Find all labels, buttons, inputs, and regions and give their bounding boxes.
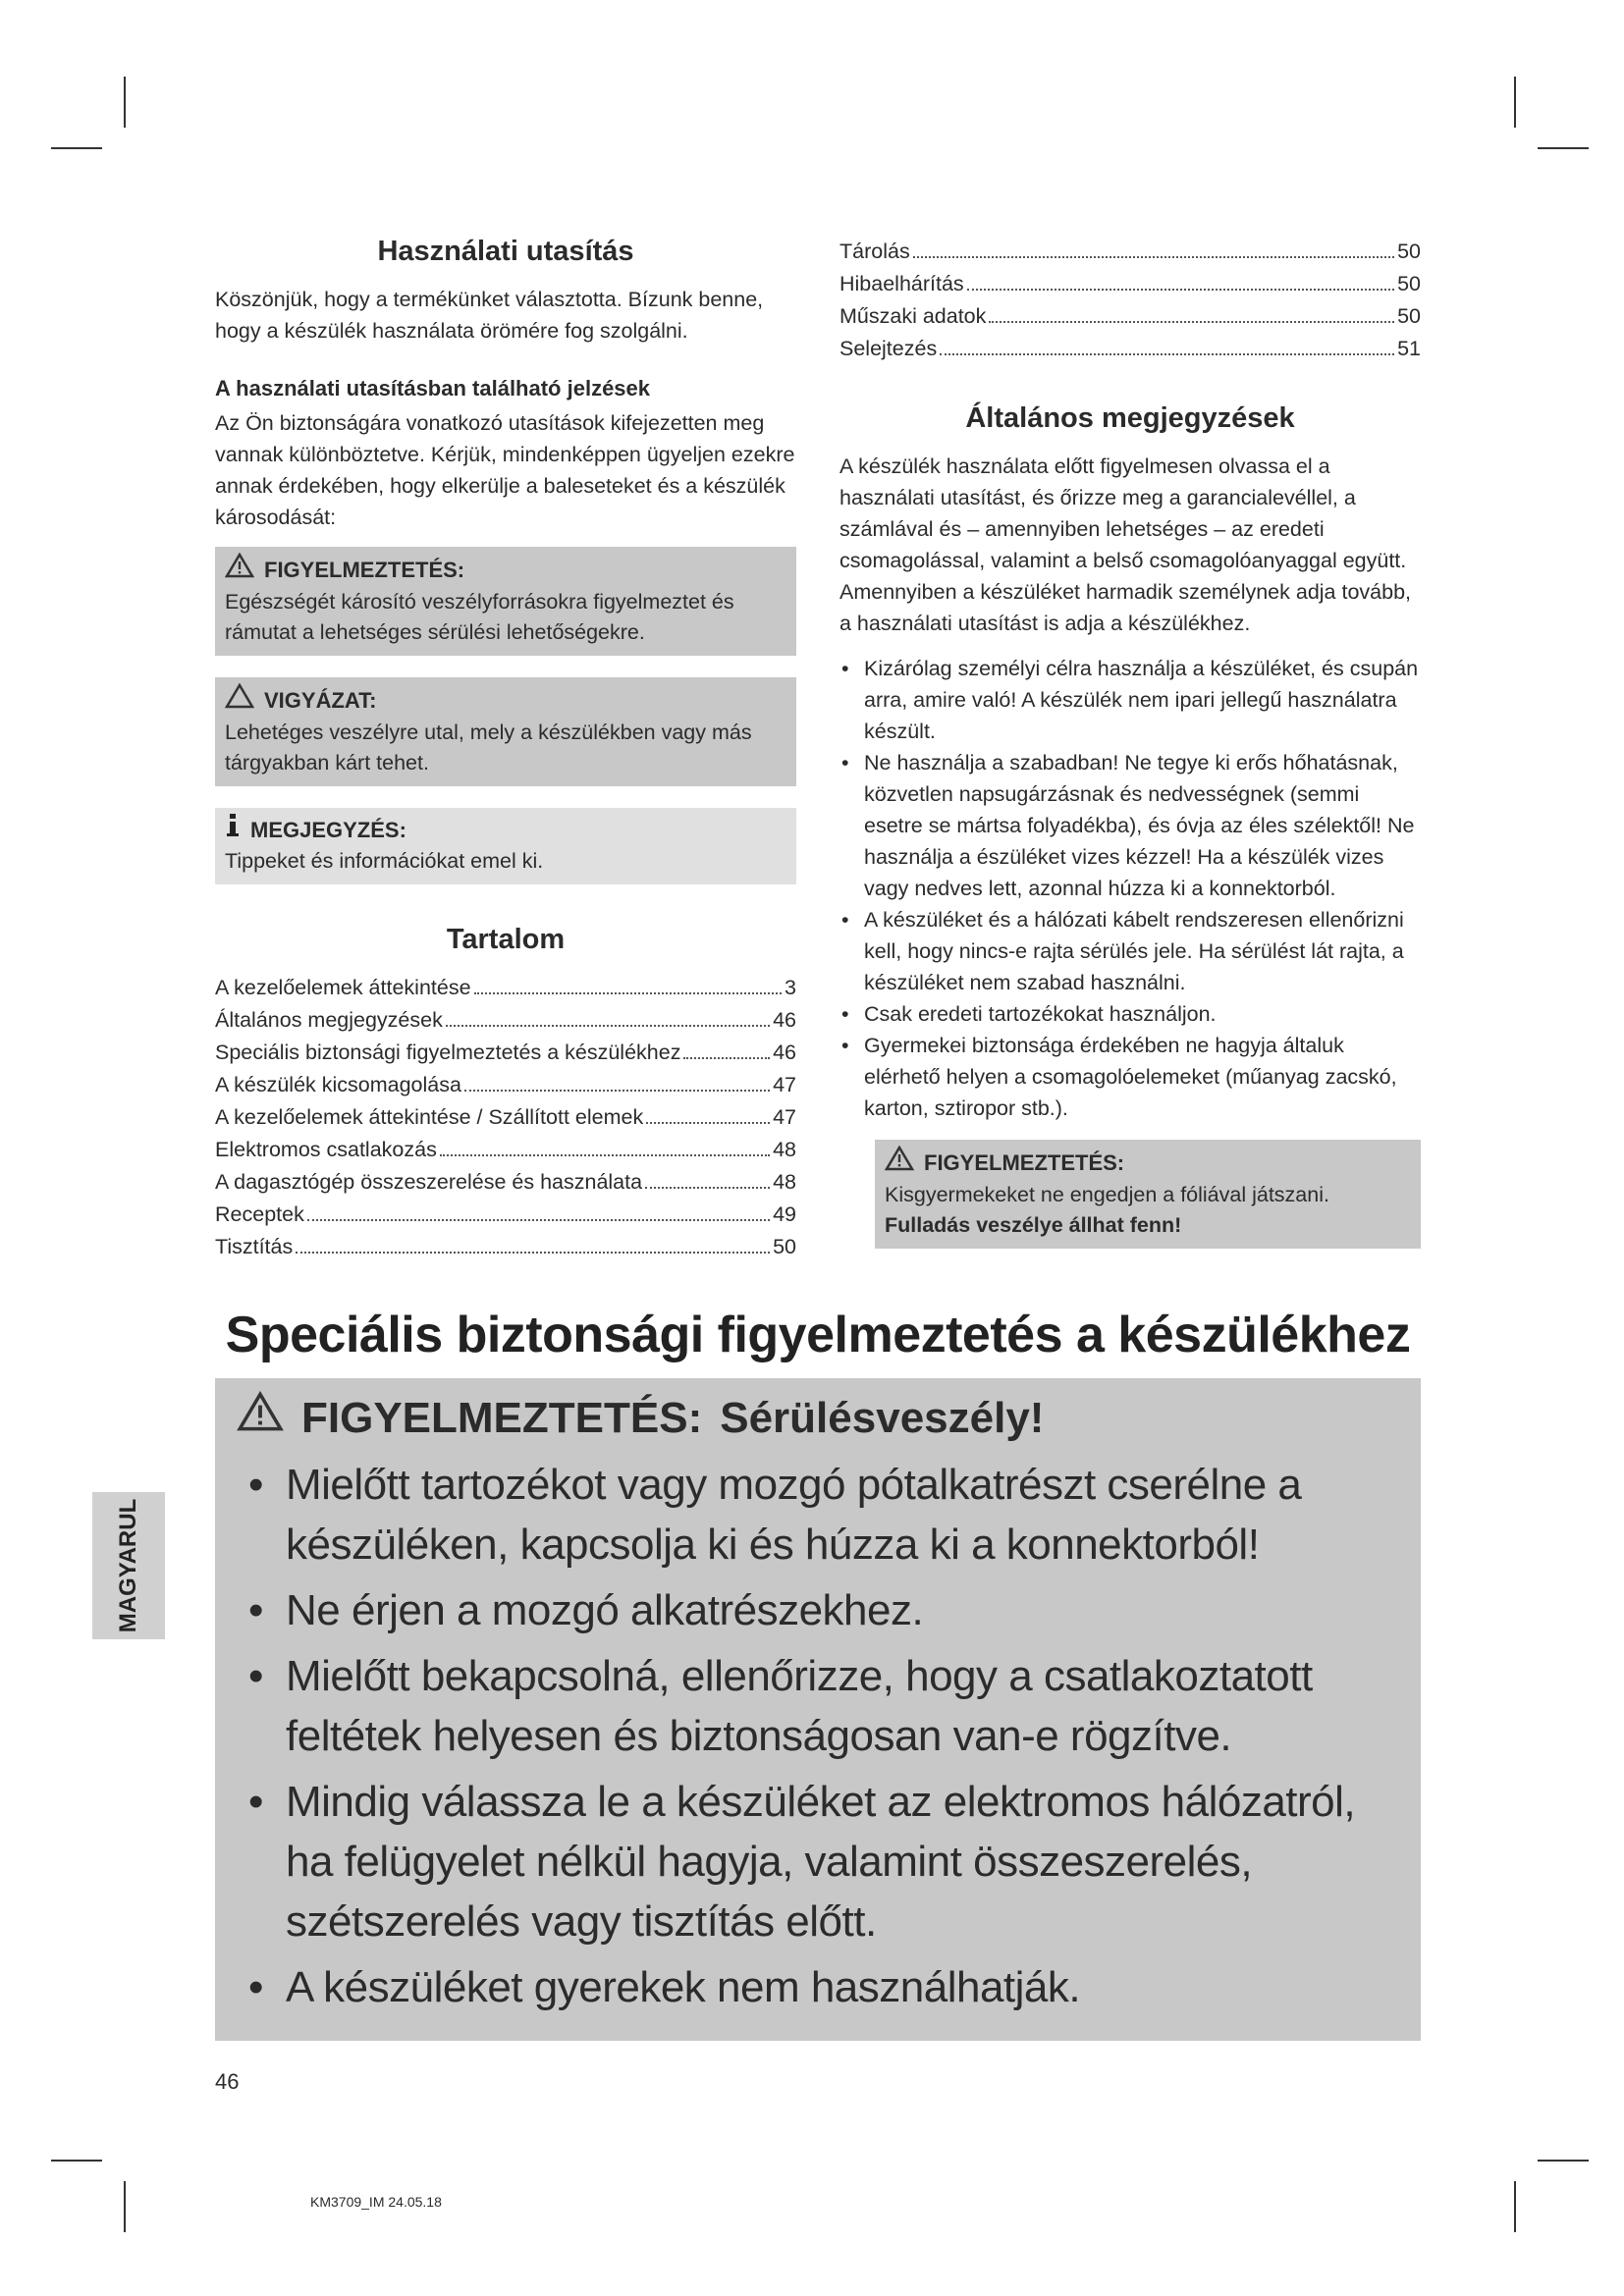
note-label: MEGJEGYZÉS: bbox=[250, 817, 406, 842]
crop-mark bbox=[124, 2181, 126, 2232]
toc-item[interactable]: A kezelőelemek áttekintése 3 bbox=[215, 976, 796, 999]
right-column bbox=[839, 236, 1421, 1249]
list-item: • A készüléket gyerekek nem használhatják. bbox=[237, 1957, 1399, 2017]
list-item: • Mielőtt tartozékot vagy mozgó pótalkatrészt cserélne a készüléken, kapcsolja ki és húzza ki a konnektorból! bbox=[237, 1455, 1399, 1575]
crop-mark bbox=[1514, 77, 1516, 128]
list-item: • Csak eredeti tartozékokat használjon. bbox=[839, 998, 1421, 1030]
crop-mark bbox=[1538, 2160, 1589, 2162]
special-title: Speciális biztonsági figyelmeztetés a készülékhez bbox=[225, 1307, 1411, 1363]
list-item: • Kizárólag személyi célra használja a készüléket, és csupán arra, amire való! A készülék nem ipari jellegű használatra készült. bbox=[839, 653, 1421, 747]
warning-triangle-icon bbox=[237, 1388, 284, 1449]
film-warning-bold: Fulladás veszélye állhat fenn! bbox=[885, 1213, 1182, 1237]
info-icon bbox=[225, 814, 241, 846]
film-warning-label: FIGYELMEZTETÉS: bbox=[924, 1149, 1125, 1175]
toc-item[interactable]: Receptek 49 bbox=[215, 1202, 796, 1226]
crop-mark bbox=[51, 2160, 102, 2162]
footer-code: KM3709_IM 24.05.18 bbox=[310, 2194, 442, 2210]
crop-mark bbox=[1538, 147, 1589, 149]
warning-text: Egészségét károsító veszélyforrásokra figyelmeztet és rámutat a lehetséges sérülési lehetőségekre. bbox=[225, 590, 734, 644]
toc-list-continued bbox=[839, 236, 1421, 365]
toc-item[interactable]: Speciális biztonsági figyelmeztetés a készülékhez 46 bbox=[215, 1041, 796, 1064]
warning-header bbox=[225, 553, 786, 587]
caution-header bbox=[225, 683, 786, 718]
caution-text: Lehetéges veszélyre utal, mely a készülékben vagy más tárgyakban kárt tehet. bbox=[225, 721, 752, 774]
special-warning-box bbox=[215, 1378, 1421, 2041]
special-warning-label: FIGYELMEZTETÉS: bbox=[301, 1394, 703, 1442]
general-title: Általános megjegyzések bbox=[965, 402, 1295, 434]
crop-mark bbox=[1514, 2181, 1516, 2232]
toc-item[interactable]: Hibaelhárítás 50 bbox=[839, 272, 1421, 295]
left-column bbox=[215, 226, 796, 1263]
note-box bbox=[215, 808, 796, 884]
note-header bbox=[225, 814, 786, 846]
toc-item[interactable]: A kezelőelemek áttekintése / Szállított elemek 47 bbox=[215, 1105, 796, 1129]
list-item: • A készüléket és a hálózati kábelt rendszeresen ellenőrizni kell, hogy nincs-e rajta sérülés jele. Ha sérülést lát rajta, a készüléket nem szabad használni. bbox=[839, 904, 1421, 998]
warning-label: FIGYELMEZTETÉS: bbox=[264, 557, 465, 582]
symbols-heading: A használati utasításban található jelzések bbox=[215, 376, 651, 400]
warning-box bbox=[215, 547, 796, 656]
intro-text: Köszönjük, hogy a termékünket választotta. Bízunk benne, hogy a készülék használata örömére fog szolgálni. bbox=[215, 288, 764, 343]
language-side-tab bbox=[92, 1492, 165, 1639]
symbols-text: Az Ön biztonságára vonatkozó utasítások kifejezetten meg vannak különböztetve. Kérjük, mindenképpen ügyeljen ezekre annak érdekében, hogy elkerülje a baleseteket és a készülék károsodását: bbox=[215, 411, 795, 529]
caution-box bbox=[215, 677, 796, 786]
crop-mark bbox=[51, 147, 102, 149]
crop-mark bbox=[124, 77, 126, 128]
toc-item[interactable]: A készülék kicsomagolása 47 bbox=[215, 1073, 796, 1096]
toc-item[interactable]: A dagasztógép összeszerelése és használata 48 bbox=[215, 1170, 796, 1194]
page-number: 46 bbox=[215, 2069, 240, 2094]
toc-item[interactable]: Selejtezés 51 bbox=[839, 337, 1421, 360]
warning-triangle-icon bbox=[885, 1146, 914, 1180]
list-item: • Gyermekei biztonsága érdekében ne hagyja általuk elérhető helyen a csomagolóelemeket (műanyag zacskó, karton, sztiropor stb.). bbox=[839, 1030, 1421, 1124]
list-item: • Mielőtt bekapcsolná, ellenőrizze, hogy a csatlakoztatott feltétek helyesen és biztonságosan van-e rögzítve. bbox=[237, 1646, 1399, 1766]
film-warning-header bbox=[885, 1146, 1411, 1180]
list-item: • Mindig válassza le a készüléket az elektromos hálózatról, ha felügyelet nélkül hagyja, valamint összeszerelés, szétszerelés vagy tisztítás előtt. bbox=[237, 1772, 1399, 1951]
toc-item[interactable]: Tisztítás 50 bbox=[215, 1235, 796, 1258]
special-warning-subtitle: Sérülésveszély! bbox=[720, 1394, 1045, 1442]
toc-item[interactable]: Műszaki adatok 50 bbox=[839, 304, 1421, 328]
film-warning-box bbox=[875, 1140, 1421, 1249]
toc-list bbox=[215, 972, 796, 1263]
toc-item[interactable]: Általános megjegyzések 46 bbox=[215, 1008, 796, 1032]
caution-triangle-icon bbox=[225, 683, 254, 718]
caution-label: VIGYÁZAT: bbox=[264, 687, 377, 713]
language-label: MAGYARUL bbox=[115, 1498, 141, 1633]
special-warning-header bbox=[237, 1388, 1399, 1449]
special-safety-section bbox=[215, 1306, 1421, 2041]
general-text: A készülék használata előtt figyelmesen olvassa el a használati utasítást, és őrizze meg a garancialevéllel, a számlával és – amennyiben lehetséges – az eredeti csomagolással, valamint a belső csomagolóanyaggal együtt. Amennyiben a készüléket harmadik személynek adja tovább, a használati utasítást is adja a készülékhez. bbox=[839, 454, 1412, 635]
toc-title: Tartalom bbox=[446, 924, 566, 955]
special-bullets bbox=[237, 1455, 1399, 2017]
note-text: Tippeket és információkat emel ki. bbox=[225, 849, 544, 873]
toc-item[interactable]: Tárolás 50 bbox=[839, 240, 1421, 263]
toc-item[interactable]: Elektromos csatlakozás 48 bbox=[215, 1138, 796, 1161]
general-bullets bbox=[839, 653, 1421, 1124]
warning-triangle-icon bbox=[225, 553, 254, 587]
intro-title: Használati utasítás bbox=[377, 236, 634, 267]
list-item: • Ne használja a szabadban! Ne tegye ki erős hőhatásnak, közvetlen napsugárzásnak és nedvességnek (semmi esetre se mártsa folyadékba), és óvja az éles szélektől! Ne használja a észüléket vizes kézzel! Ha a készülék vizes vagy nedves lett, azonnal húzza ki a konnektorból. bbox=[839, 747, 1421, 904]
film-warning-text: Kisgyermekeket ne engedjen a fóliával játszani. Fulladás veszélye állhat fenn! bbox=[885, 1183, 1329, 1237]
list-item: • Ne érjen a mozgó alkatrészekhez. bbox=[237, 1580, 1399, 1640]
